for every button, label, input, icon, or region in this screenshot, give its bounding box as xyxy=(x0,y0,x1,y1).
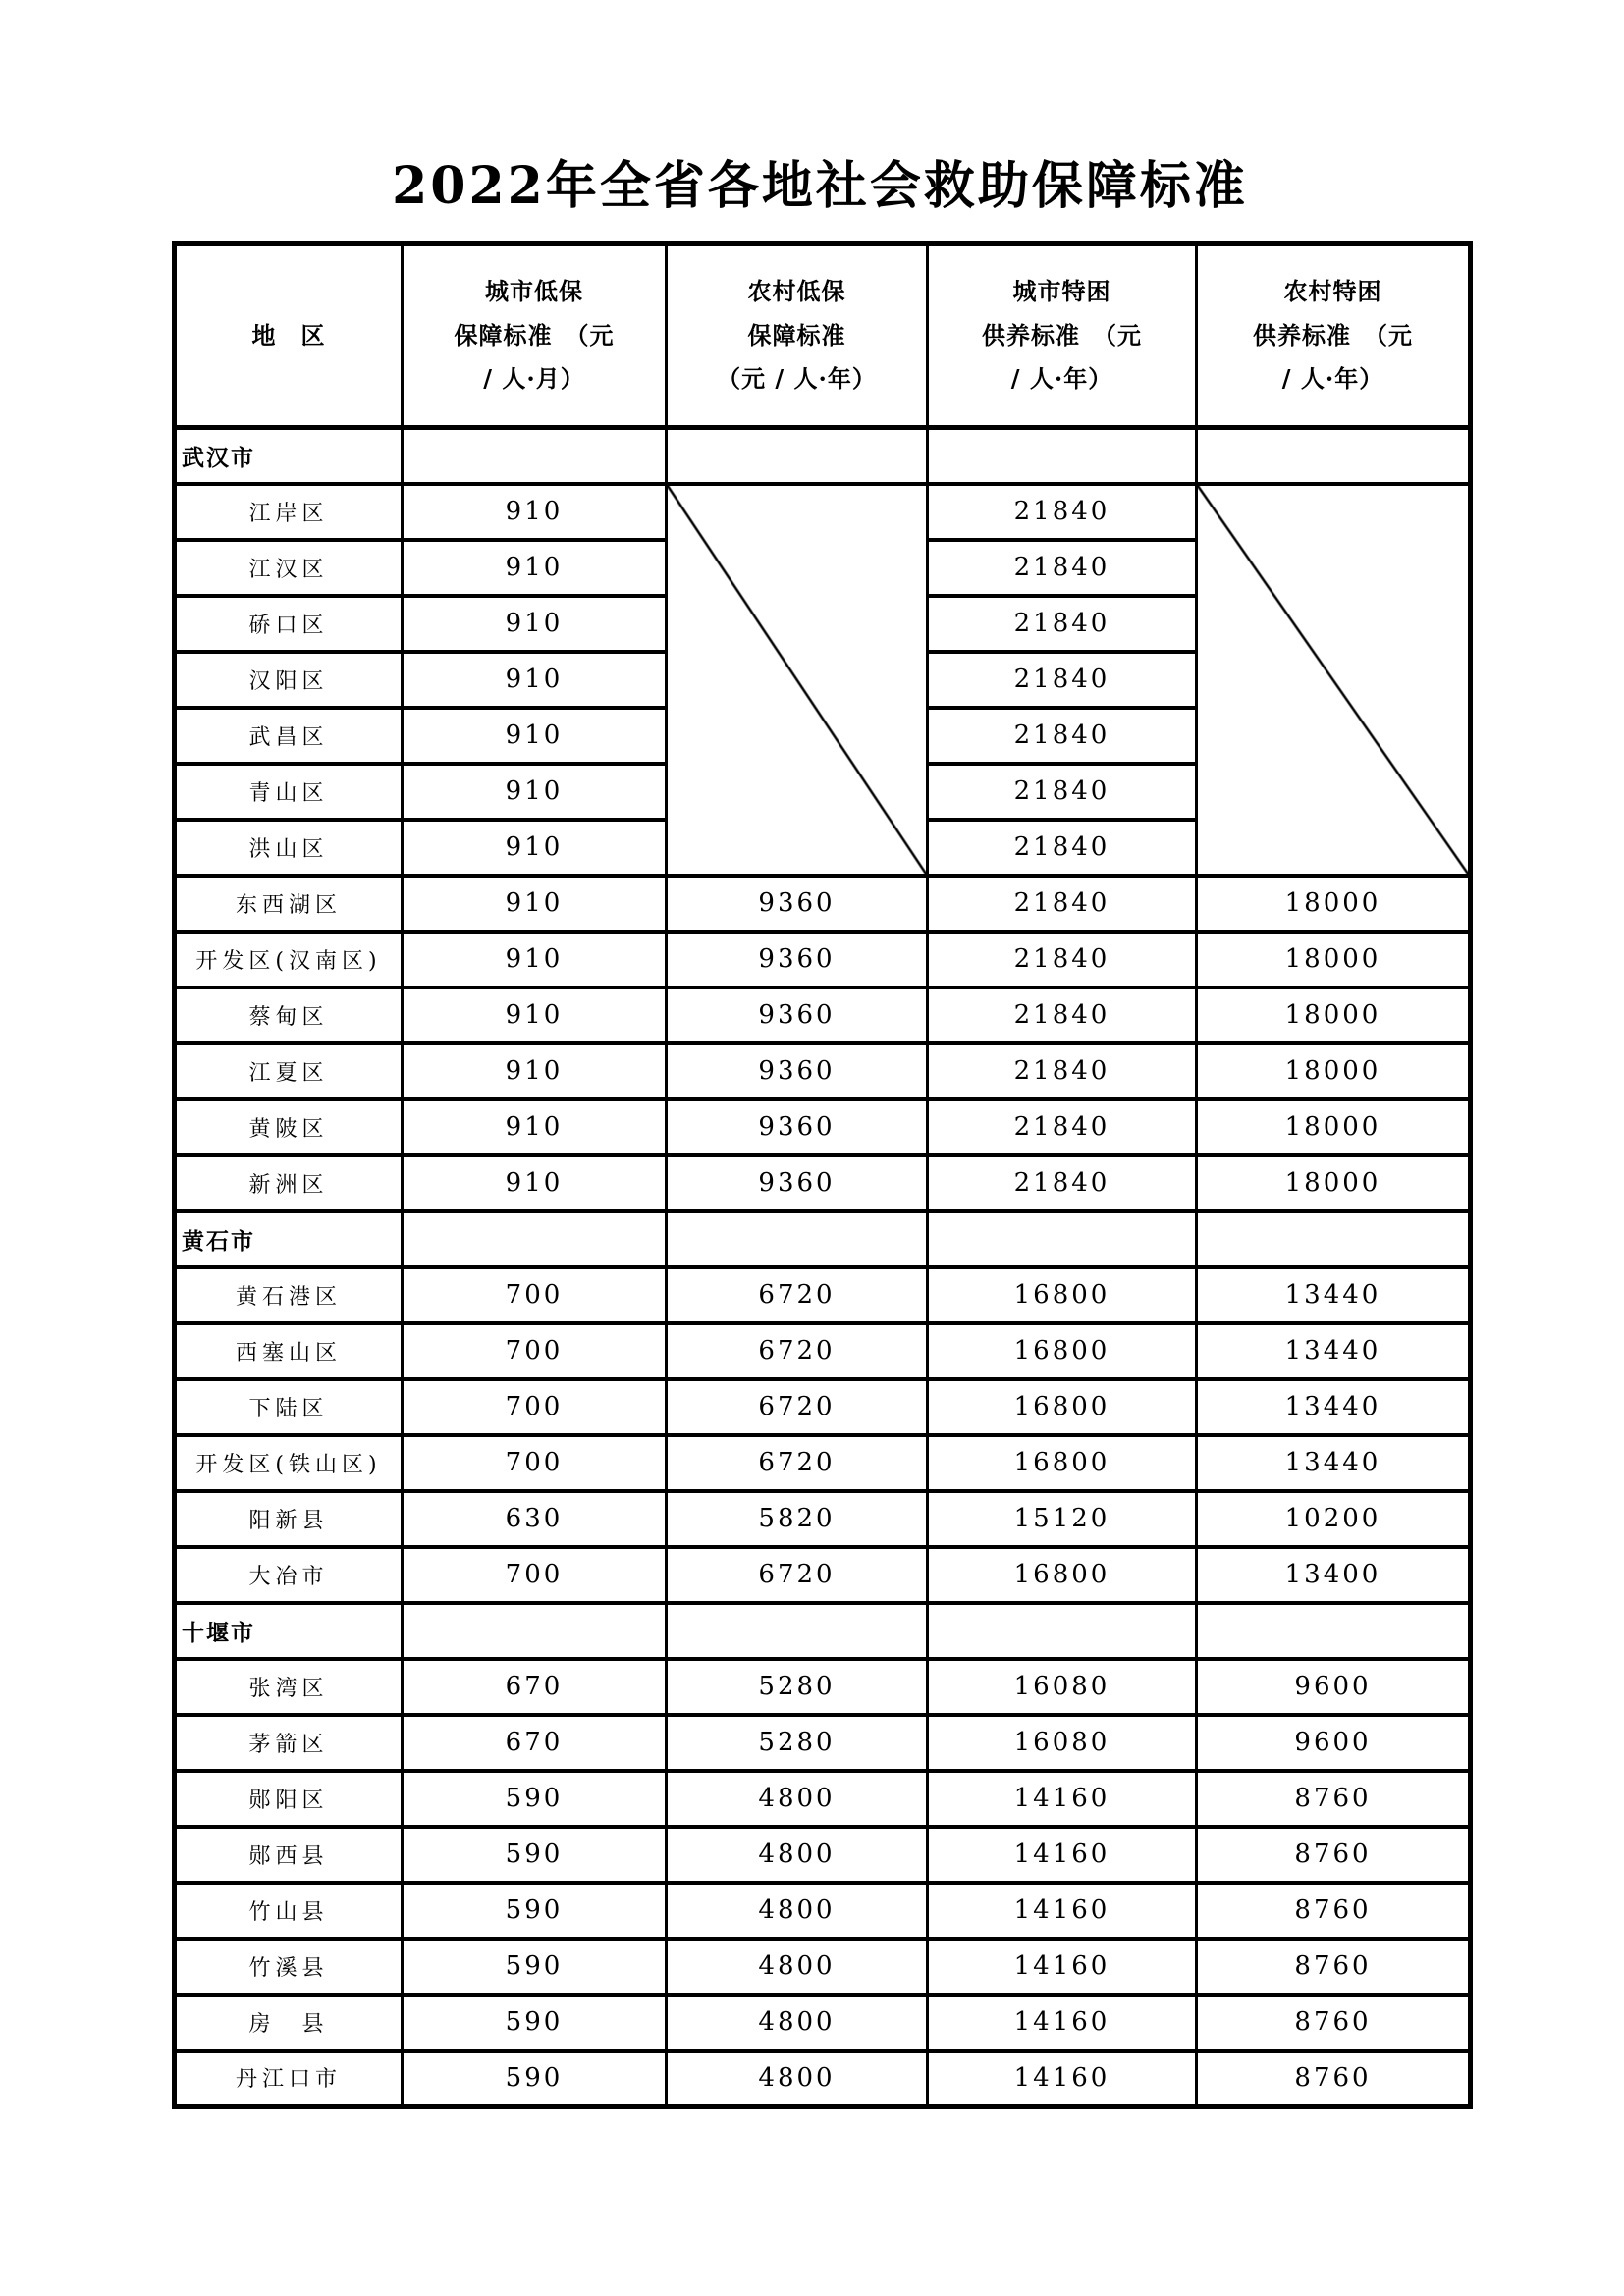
region-cell: 洪山区 xyxy=(175,820,403,876)
value-cell: 910 xyxy=(403,484,667,540)
value-cell: 910 xyxy=(403,876,667,932)
section-empty-cell xyxy=(1197,1603,1471,1659)
table-row xyxy=(175,1379,1471,1435)
value-cell: 13440 xyxy=(1197,1379,1471,1435)
table-row xyxy=(175,1491,1471,1547)
value-cell: 910 xyxy=(403,540,667,596)
value-cell: 4800 xyxy=(667,1771,928,1827)
table-row xyxy=(175,1043,1471,1099)
value-cell: 21840 xyxy=(928,764,1197,820)
value-cell: 8760 xyxy=(1197,1883,1471,1939)
value-cell: 910 xyxy=(403,820,667,876)
section-empty-cell xyxy=(928,428,1197,484)
value-cell: 910 xyxy=(403,764,667,820)
value-cell: 10200 xyxy=(1197,1491,1471,1547)
region-cell: 东西湖区 xyxy=(175,876,403,932)
value-cell: 8760 xyxy=(1197,2051,1471,2107)
value-cell: 13400 xyxy=(1197,1547,1471,1603)
table-row xyxy=(175,932,1471,988)
value-cell: 18000 xyxy=(1197,1043,1471,1099)
table-row xyxy=(175,1883,1471,1939)
value-cell: 15120 xyxy=(928,1491,1197,1547)
table-row xyxy=(175,1267,1471,1323)
value-cell: 14160 xyxy=(928,1939,1197,1995)
value-cell: 910 xyxy=(403,988,667,1043)
value-cell: 910 xyxy=(403,1099,667,1155)
section-row xyxy=(175,1211,1471,1267)
table-row xyxy=(175,484,1471,540)
table-row xyxy=(175,1827,1471,1883)
value-cell: 910 xyxy=(403,1043,667,1099)
region-cell: 张湾区 xyxy=(175,1659,403,1715)
value-cell: 16080 xyxy=(928,1715,1197,1771)
value-cell: 630 xyxy=(403,1491,667,1547)
value-cell: 21840 xyxy=(928,540,1197,596)
section-empty-cell xyxy=(667,1603,928,1659)
value-cell: 18000 xyxy=(1197,988,1471,1043)
region-cell: 开发区(铁山区) xyxy=(175,1435,403,1491)
table-row xyxy=(175,1155,1471,1211)
value-cell: 590 xyxy=(403,1827,667,1883)
region-cell: 黄陂区 xyxy=(175,1099,403,1155)
region-cell: 江汉区 xyxy=(175,540,403,596)
region-cell: 青山区 xyxy=(175,764,403,820)
region-cell: 丹江口市 xyxy=(175,2051,403,2107)
header-cell-urban-dibao: 城市低保 保障标准 （元 / 人·月） xyxy=(403,244,667,428)
merged-diagonal-cell xyxy=(667,484,928,876)
table-body xyxy=(175,428,1471,2107)
region-cell: 大冶市 xyxy=(175,1547,403,1603)
diagonal-slash-line xyxy=(1198,486,1468,874)
value-cell: 910 xyxy=(403,932,667,988)
value-cell: 13440 xyxy=(1197,1267,1471,1323)
value-cell: 590 xyxy=(403,1995,667,2051)
region-cell: 茅箭区 xyxy=(175,1715,403,1771)
value-cell: 9360 xyxy=(667,1043,928,1099)
value-cell: 700 xyxy=(403,1547,667,1603)
region-cell: 蔡甸区 xyxy=(175,988,403,1043)
section-empty-cell xyxy=(928,1211,1197,1267)
value-cell: 590 xyxy=(403,1883,667,1939)
value-cell: 14160 xyxy=(928,1827,1197,1883)
value-cell: 910 xyxy=(403,708,667,764)
value-cell: 21840 xyxy=(928,708,1197,764)
table-row xyxy=(175,1547,1471,1603)
value-cell: 18000 xyxy=(1197,876,1471,932)
value-cell: 5280 xyxy=(667,1715,928,1771)
value-cell: 8760 xyxy=(1197,1939,1471,1995)
value-cell: 6720 xyxy=(667,1547,928,1603)
value-cell: 700 xyxy=(403,1267,667,1323)
value-cell: 16800 xyxy=(928,1435,1197,1491)
region-cell: 新洲区 xyxy=(175,1155,403,1211)
table-row xyxy=(175,1099,1471,1155)
section-empty-cell xyxy=(403,1211,667,1267)
value-cell: 670 xyxy=(403,1659,667,1715)
value-cell: 14160 xyxy=(928,1995,1197,2051)
value-cell: 4800 xyxy=(667,1883,928,1939)
value-cell: 6720 xyxy=(667,1435,928,1491)
diagonal-slash-line xyxy=(668,486,926,874)
value-cell: 590 xyxy=(403,1771,667,1827)
section-empty-cell xyxy=(1197,428,1471,484)
value-cell: 8760 xyxy=(1197,1995,1471,2051)
value-cell: 21840 xyxy=(928,1043,1197,1099)
value-cell: 910 xyxy=(403,652,667,708)
value-cell: 9360 xyxy=(667,932,928,988)
region-cell: 江岸区 xyxy=(175,484,403,540)
value-cell: 8760 xyxy=(1197,1827,1471,1883)
value-cell: 700 xyxy=(403,1379,667,1435)
section-empty-cell xyxy=(403,428,667,484)
value-cell: 18000 xyxy=(1197,1099,1471,1155)
value-cell: 9360 xyxy=(667,876,928,932)
table-row xyxy=(175,876,1471,932)
region-cell: 房 县 xyxy=(175,1995,403,2051)
value-cell: 8760 xyxy=(1197,1771,1471,1827)
value-cell: 9360 xyxy=(667,1155,928,1211)
value-cell: 21840 xyxy=(928,596,1197,652)
table-row xyxy=(175,1995,1471,2051)
value-cell: 590 xyxy=(403,1939,667,1995)
value-cell: 9360 xyxy=(667,988,928,1043)
value-cell: 21840 xyxy=(928,1099,1197,1155)
document-title: 2022年全省各地社会救助保障标准 xyxy=(392,156,1248,216)
section-row xyxy=(175,428,1471,484)
section-name-cell: 武汉市 xyxy=(175,428,403,484)
value-cell: 16800 xyxy=(928,1547,1197,1603)
value-cell: 18000 xyxy=(1197,932,1471,988)
value-cell: 16800 xyxy=(928,1323,1197,1379)
header-cell-rural-tekun: 农村特困 供养标准 （元 / 人·年） xyxy=(1197,244,1471,428)
section-empty-cell xyxy=(928,1603,1197,1659)
region-cell: 竹溪县 xyxy=(175,1939,403,1995)
value-cell: 9600 xyxy=(1197,1659,1471,1715)
region-cell: 下陆区 xyxy=(175,1379,403,1435)
section-row xyxy=(175,1603,1471,1659)
value-cell: 14160 xyxy=(928,1771,1197,1827)
table-row xyxy=(175,988,1471,1043)
section-name-cell: 十堰市 xyxy=(175,1603,403,1659)
value-cell: 590 xyxy=(403,2051,667,2107)
value-cell: 18000 xyxy=(1197,1155,1471,1211)
header-cell-region: 地 区 xyxy=(175,244,403,428)
region-cell: 汉阳区 xyxy=(175,652,403,708)
value-cell: 16800 xyxy=(928,1379,1197,1435)
table-row xyxy=(175,2051,1471,2107)
value-cell: 4800 xyxy=(667,1827,928,1883)
value-cell: 6720 xyxy=(667,1323,928,1379)
region-cell: 硚口区 xyxy=(175,596,403,652)
value-cell: 910 xyxy=(403,596,667,652)
value-cell: 21840 xyxy=(928,1155,1197,1211)
region-cell: 武昌区 xyxy=(175,708,403,764)
table-row xyxy=(175,1715,1471,1771)
region-cell: 开发区(汉南区) xyxy=(175,932,403,988)
table-row xyxy=(175,1659,1471,1715)
section-empty-cell xyxy=(667,428,928,484)
value-cell: 700 xyxy=(403,1323,667,1379)
value-cell: 14160 xyxy=(928,2051,1197,2107)
region-cell: 江夏区 xyxy=(175,1043,403,1099)
value-cell: 21840 xyxy=(928,932,1197,988)
value-cell: 21840 xyxy=(928,652,1197,708)
region-cell: 西塞山区 xyxy=(175,1323,403,1379)
value-cell: 6720 xyxy=(667,1267,928,1323)
value-cell: 4800 xyxy=(667,1995,928,2051)
value-cell: 21840 xyxy=(928,988,1197,1043)
value-cell: 9600 xyxy=(1197,1715,1471,1771)
header-cell-urban-tekun: 城市特困 供养标准 （元 / 人·年） xyxy=(928,244,1197,428)
value-cell: 4800 xyxy=(667,1939,928,1995)
region-cell: 竹山县 xyxy=(175,1883,403,1939)
value-cell: 21840 xyxy=(928,484,1197,540)
value-cell: 14160 xyxy=(928,1883,1197,1939)
header-cell-rural-dibao: 农村低保 保障标准 （元 / 人·年） xyxy=(667,244,928,428)
standards-table xyxy=(172,241,1473,2109)
value-cell: 16800 xyxy=(928,1267,1197,1323)
value-cell: 21840 xyxy=(928,820,1197,876)
value-cell: 6720 xyxy=(667,1379,928,1435)
value-cell: 13440 xyxy=(1197,1323,1471,1379)
section-empty-cell xyxy=(403,1603,667,1659)
section-name-cell: 黄石市 xyxy=(175,1211,403,1267)
region-cell: 黄石港区 xyxy=(175,1267,403,1323)
section-empty-cell xyxy=(667,1211,928,1267)
region-cell: 郧阳区 xyxy=(175,1771,403,1827)
table-row xyxy=(175,1939,1471,1995)
region-cell: 郧西县 xyxy=(175,1827,403,1883)
region-cell: 阳新县 xyxy=(175,1491,403,1547)
table-head xyxy=(175,244,1471,428)
value-cell: 13440 xyxy=(1197,1435,1471,1491)
value-cell: 4800 xyxy=(667,2051,928,2107)
table-header-row xyxy=(175,244,1471,428)
value-cell: 5280 xyxy=(667,1659,928,1715)
value-cell: 910 xyxy=(403,1155,667,1211)
table-row xyxy=(175,1323,1471,1379)
table-row xyxy=(175,1435,1471,1491)
value-cell: 670 xyxy=(403,1715,667,1771)
value-cell: 16080 xyxy=(928,1659,1197,1715)
merged-diagonal-cell xyxy=(1197,484,1471,876)
value-cell: 9360 xyxy=(667,1099,928,1155)
value-cell: 700 xyxy=(403,1435,667,1491)
value-cell: 21840 xyxy=(928,876,1197,932)
table-row xyxy=(175,1771,1471,1827)
section-empty-cell xyxy=(1197,1211,1471,1267)
value-cell: 5820 xyxy=(667,1491,928,1547)
